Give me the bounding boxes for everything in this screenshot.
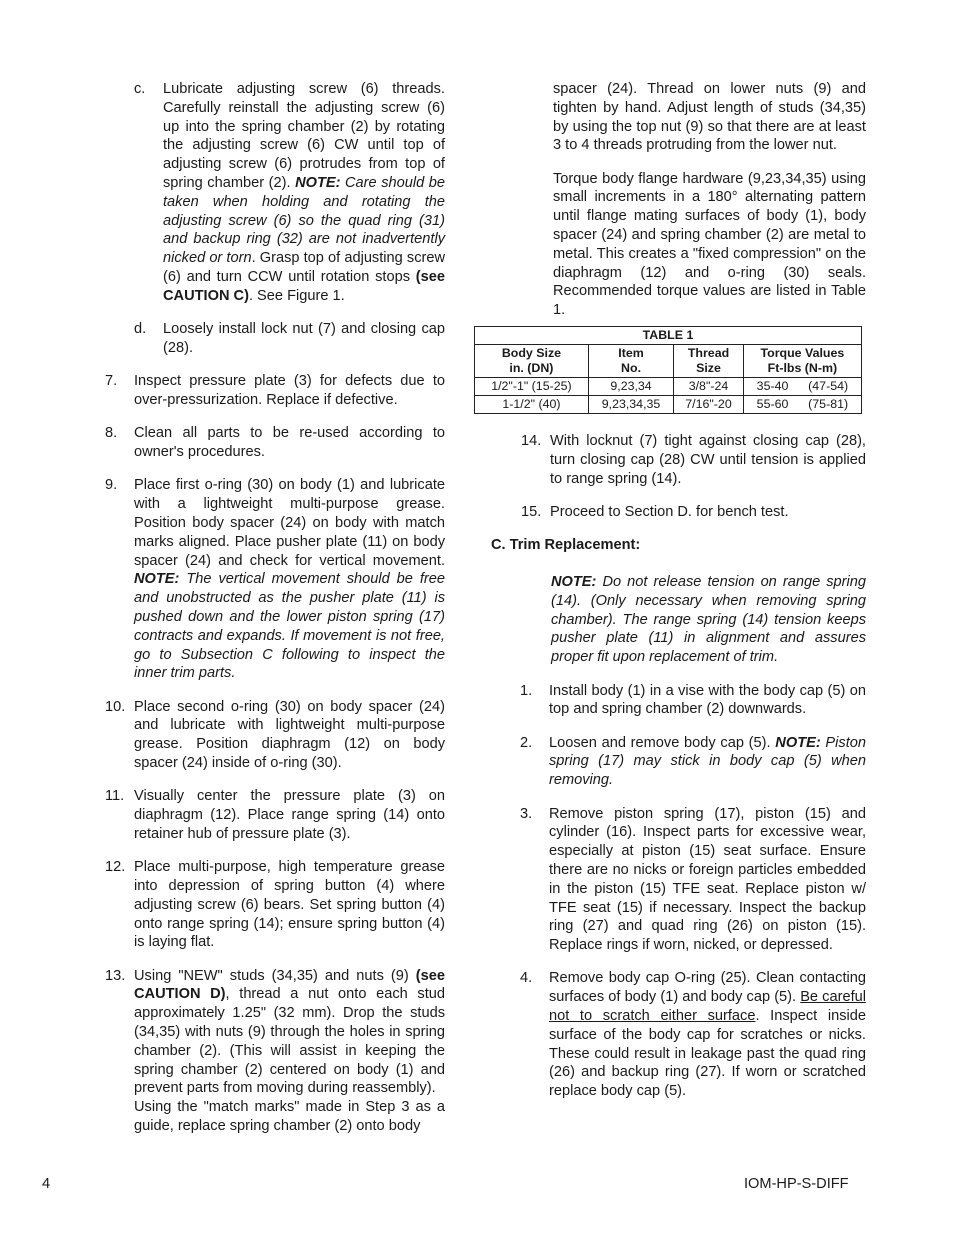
- step-14: 14. With locknut (7) tight against closing cap (28), turn closing cap (28) CW until tension is applied to range spring (14).: [521, 433, 866, 487]
- step-13-continued: spacer (24). Thread on lower nuts (9) and tighten by hand. Adjust length of studs (34,35) by using the top nut (9) so that there are at least 3 to 4 threads protruding from the lower nut.: [553, 81, 866, 154]
- step-marker: 12.: [105, 859, 126, 876]
- page-number: 4: [42, 1176, 51, 1192]
- step-marker: d.: [134, 321, 147, 338]
- step-marker: 15.: [521, 503, 542, 520]
- document-code: IOM-HP-S-DIFF: [744, 1176, 849, 1192]
- torque-paragraph: Torque body flange hardware (9,23,34,35) using small increments in a 180° alternating pattern until flange mating surfaces of body (1), body spacer (24) and spring chamber (2) are metal to metal. This creates a "fixed compression" on the diaphragm (12) and o-ring (30) seals. Recommended torque values are listed in Table 1.: [553, 170, 866, 319]
- step-marker: 10.: [105, 698, 126, 715]
- step-10: 10. Place second o-ring (30) on body spacer (24) and lubricate with lightweight multi-purpose grease. Position diaphragm (12) on body spacer (24) inside of o-ring (30).: [105, 698, 445, 771]
- step-12: 12. Place multi-purpose, high temperature grease into depression of spring button (4) where adjusting screw (6) bears. Set spring button (4) onto range spring (14); ensure spring button (4) is laying flat.: [105, 859, 445, 951]
- header-thread-size: Thread Size: [674, 345, 744, 378]
- trim-step-3: 3. Remove piston spring (17), piston (15) and cylinder (16). Inspect parts for excessive wear, especially at piston (15) seat surface. Ensure there are no nicks or foreign particles embedded in the piston (15) TFE seat. Replace piston w/ TFE seat (15) if necessary. Inspect the backup ring (27) and quad ring (26) on piston (15). Replace rings if worn, nicked, or depressed.: [520, 805, 866, 954]
- trim-step-2: 2. Loosen and remove body cap (5). NOTE: Piston spring (17) may stick in body cap (5) when removing.: [520, 734, 866, 789]
- torque-table: [474, 326, 862, 414]
- step-marker: 1.: [520, 682, 533, 699]
- step-marker: 3.: [520, 805, 533, 822]
- step-c: c. Lubricate adjusting screw (6) threads. Carefully reinstall the adjusting screw (6) up into the spring chamber (2) by rotating the adjusting screw (6) CW until top of adjusting screw (6) protrudes from top of spring chamber (2). NOTE: Care should be taken when holding and rotating the adjusting screw (6) so the quad ring (31) and backup ring (32) are not inadvertently nicked or torn. Grasp top of adjusting screw (6) and turn CCW until rotation stops (see CAUTION C). See Figure 1.: [134, 81, 446, 304]
- step-marker: 8.: [105, 425, 118, 442]
- step-7: 7. Inspect pressure plate (3) for defects due to over-pressurization. Replace if defective.: [105, 373, 445, 408]
- step-9: 9. Place first o-ring (30) on body (1) and lubricate with a lightweight multi-purpose grease. Position body spacer (24) on body with match marks aligned. Place pusher plate (11) on body spacer (24) and check for vertical movement. NOTE: The vertical movement should be free and unobstructed as the pusher plate (11) is pushed down and the lower piston spring (17) contracts and expands. If movement is not free, go to Subsection C following to inspect the inner trim parts.: [105, 477, 445, 682]
- table-header-row: [475, 345, 862, 378]
- section-heading: C. Trim Replacement:: [491, 537, 641, 554]
- header-torque: Torque Values Ft-lbs (N-m): [743, 345, 861, 378]
- step-11: 11. Visually center the pressure plate (3) on diaphragm (12). Place range spring (14) onto retainer hub of pressure plate (3).: [105, 788, 445, 842]
- step-15: 15. Proceed to Section D. for bench test.: [521, 503, 789, 520]
- step-13: 13. Using "NEW" studs (34,35) and nuts (9) (see CAUTION D), thread a nut onto each stud approximately 1.25" (32 mm). Drop the studs (34,35) with nuts (9) through the holes in spring chamber (2). (This will assist in keeping the spring chamber (2) centered on body (1) and prevent parts from moving during reassembly). Using the "match marks" made in Step 3 as a guide, replace spring chamber (2) onto body: [105, 967, 445, 1135]
- right-column: [474, 80, 866, 1115]
- trim-step-4: 4. Remove body cap O-ring (25). Clean contacting surfaces of body (1) and body cap (5). Be careful not to scratch either surface. Inspect inside surface of the body cap for scratches or nicks. These could result in leakage past the quad ring (26) and backup ring (27). If worn or scratched replace body cap (5).: [520, 970, 866, 1100]
- trim-step-1: 1. Install body (1) in a vise with the body cap (5) on top and spring chamber (2) downwards.: [520, 682, 866, 718]
- step-marker: 2.: [520, 734, 533, 751]
- table-title: TABLE 1: [475, 327, 862, 345]
- header-body-size: Body Size in. (DN): [475, 345, 589, 378]
- left-column: [105, 80, 445, 1150]
- step-marker: 9.: [105, 477, 118, 494]
- step-marker: 7.: [105, 373, 118, 390]
- step-marker: c.: [134, 81, 146, 97]
- table-row: 1-1/2" (40) 9,23,34,35 7/16"-20 55-60 (75-81): [475, 396, 862, 414]
- step-d: d. Loosely install lock nut (7) and closing cap (28).: [134, 321, 445, 356]
- step-marker: 4.: [520, 970, 533, 987]
- trim-note: NOTE: Do not release tension on range spring (14). (Only necessary when removing spring chamber). The range spring (14) tension keeps pusher plate (11) in alignment and assures proper fit upon replacement of trim.: [551, 574, 866, 666]
- header-item-no: Item No.: [588, 345, 673, 378]
- step-marker: 11.: [105, 788, 125, 805]
- step-8: 8. Clean all parts to be re-used according to owner's procedures.: [105, 425, 445, 461]
- step-marker: 13.: [105, 967, 126, 984]
- table-row: 1/2"-1" (15-25) 9,23,34 3/8"-24 35-40 (47-54): [475, 378, 862, 396]
- step-marker: 14.: [521, 433, 542, 450]
